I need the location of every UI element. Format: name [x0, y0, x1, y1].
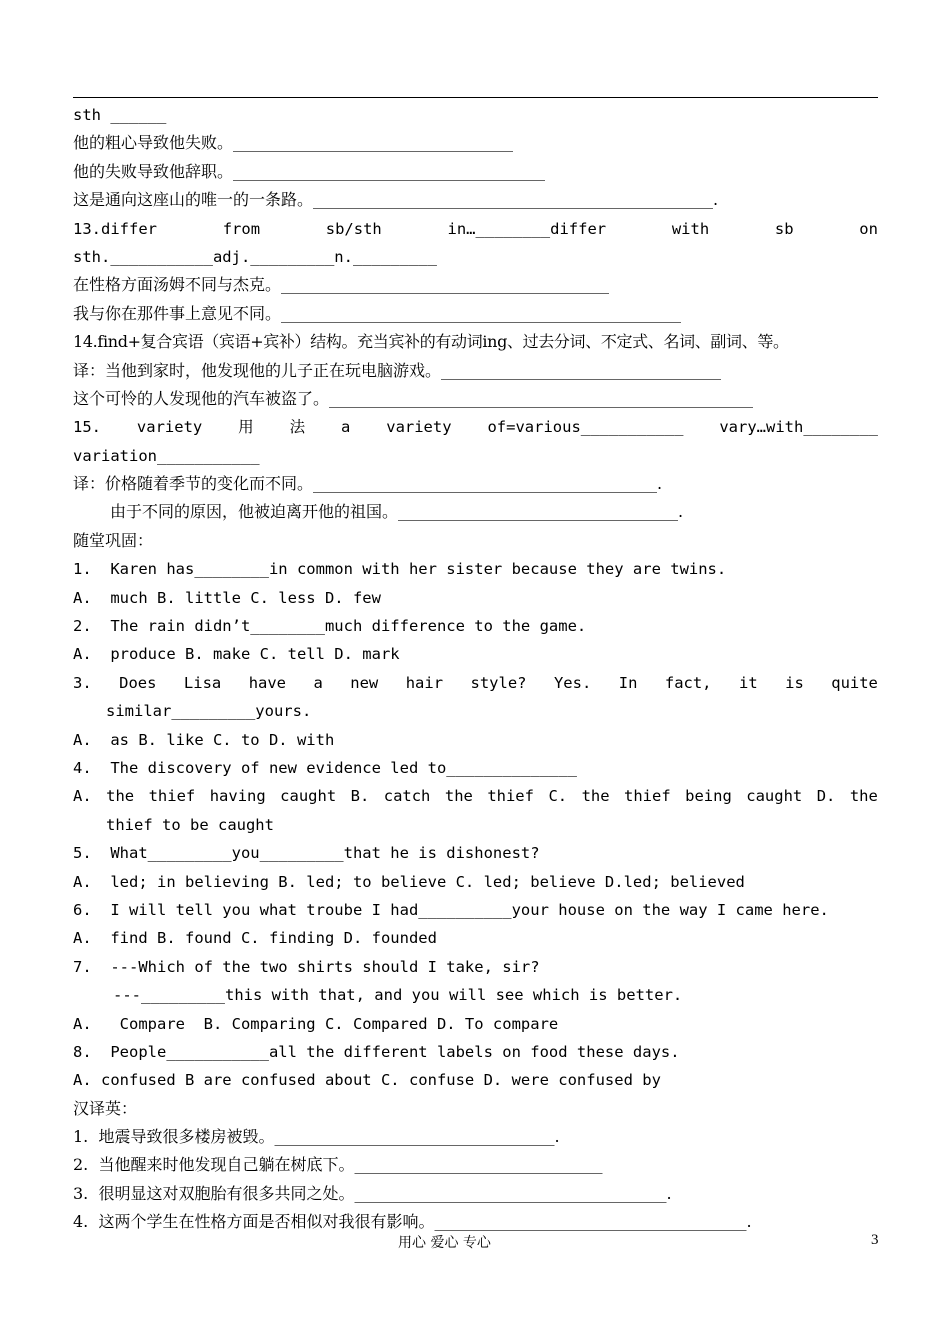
answer-continuation: thief to be caught	[106, 815, 274, 834]
translation-item: 2. 当他醒来时他发现自己躺在树底下。_______________________________	[73, 1155, 603, 1175]
item-13-heading: 13.differ from sb/sth in…________differ with sb on	[73, 219, 878, 238]
item-15-heading: 15. variety 用 法 a variety of=various___________ vary…with________	[73, 418, 878, 437]
translation-heading: 汉译英：	[73, 1098, 138, 1118]
item-14-heading: 14.find+复合宾语（宾语+宾补）结构。充当宾补的有动词ing、过去分词、不定式、名词、副词、等。	[73, 332, 789, 352]
item-13-sentence: 在性格方面汤姆不同与杰克。_________________________________________	[73, 275, 610, 295]
text-line: 这是通向这座山的唯一的一条路。__________________________________________________.	[73, 190, 719, 210]
item-14-sentence: 这个可怜的人发现他的汽车被盗了。_____________________________________________________	[73, 388, 754, 408]
translation-item: 3. 很明显这对双胞胎有很多共同之处。_______________________________________.	[73, 1183, 672, 1203]
question: 5. What_________you_________that he is dishonest?	[73, 844, 540, 863]
practice-heading: 随堂巩固：	[73, 530, 154, 550]
question: 4. The discovery of new evidence led to______________	[73, 758, 577, 777]
item-15-sentence: 译：价格随着季节的变化而不同。___________________________________________.	[73, 474, 663, 494]
question-continuation: ---_________this with that, and you will see which is better.	[113, 986, 683, 1005]
answer-options: A. confused B are confused about C. confuse D. were confused by	[73, 1071, 661, 1090]
question: 8. People___________all the different labels on food these days.	[73, 1042, 680, 1061]
question: 7. ---Which of the two shirts should I take, sir?	[73, 957, 540, 976]
page-footer	[0, 1232, 950, 1256]
text-line: 他的粗心导致他失败。___________________________________	[73, 133, 514, 153]
worksheet-body	[73, 101, 878, 1237]
item-13-forms: sth.___________adj._________n._________	[73, 247, 437, 266]
item-15-forms: variation___________	[73, 446, 260, 465]
translation-item: 1. 地震导致很多楼房被毁。___________________________________.	[73, 1127, 560, 1147]
item-13-sentence: 我与你在那件事上意见不同。__________________________________________________	[73, 303, 682, 323]
answer-options: A. Compare B. Comparing C. Compared D. To compare	[73, 1014, 559, 1033]
text-line: sth ______	[73, 106, 167, 124]
item-15-sentence: 由于不同的原因，他被迫离开他的祖国。___________________________________.	[110, 502, 684, 522]
question: 6. I will tell you what troube I had__________your house on the way I came here.	[73, 900, 829, 919]
question: 3. Does Lisa have a new hair style? Yes. In fact, it is quite	[73, 673, 878, 692]
header-rule	[73, 97, 878, 98]
page-number: 3	[871, 1232, 879, 1248]
translation-item: 4. 这两个学生在性格方面是否相似对我很有影响。_______________________________________.	[73, 1212, 752, 1232]
answer-options: A. the thief having caught B. catch the thief C. the thief being caught D. the	[73, 787, 878, 806]
answer-options: A. find B. found C. finding D. founded	[73, 929, 437, 948]
question: 2. The rain didn’t________much difference to the game.	[73, 617, 587, 636]
text-line: 他的失败导致他辞职。_______________________________________	[73, 161, 546, 181]
question-continuation: similar_________yours.	[106, 702, 312, 721]
answer-options: A. led; in believing B. led; to believe C. led; believe D.led; believed	[73, 872, 745, 891]
answer-options: A. as B. like C. to D. with	[73, 730, 335, 749]
answer-options: A. produce B. make C. tell D. mark	[73, 645, 400, 664]
footer-motto: 用心 爱心 专心	[398, 1235, 491, 1251]
question: 1. Karen has________in common with her sister because they are twins.	[73, 560, 727, 579]
item-14-sentence: 译：当他到家时，他发现他的儿子正在玩电脑游戏。___________________________________	[73, 360, 722, 380]
answer-options: A. much B. little C. less D. few	[73, 588, 381, 607]
